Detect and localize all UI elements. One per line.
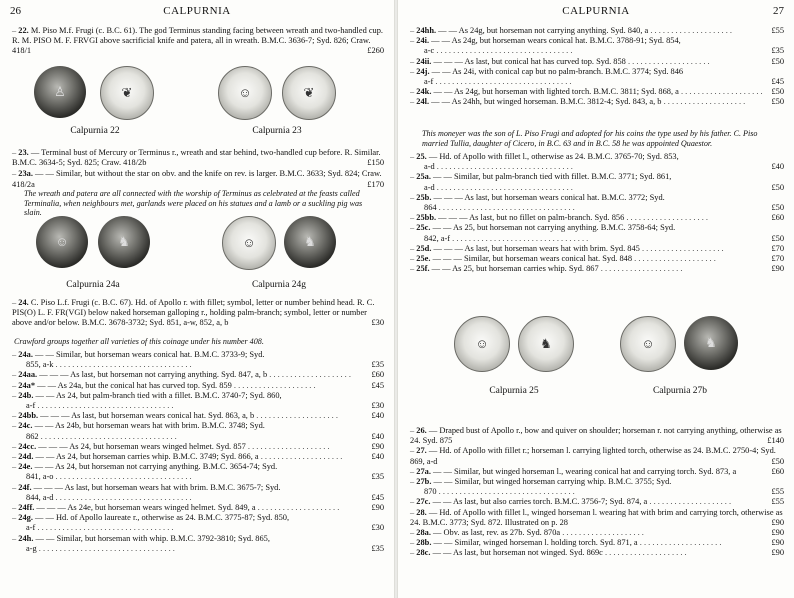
entry-description: — — As 24, but horseman not carrying anything. B.M.C. 3654-74; Syd. — [34, 462, 278, 472]
leader-dots: . . . . . . . . . . . . . . . . . . . . — [267, 370, 351, 380]
page-number: 27 — [773, 5, 784, 17]
entry-dash: – — [410, 152, 417, 161]
entry-price: £35 — [371, 543, 384, 553]
leader-dots: . . . . . . . . . . . . . . . . . . . . . . . . . . . . . . . . . — [36, 543, 175, 553]
catalogue-entry — [12, 391, 384, 411]
entry-dash: – — [410, 264, 417, 274]
leader-dots: . . . . . . . . . . . . . . . . . . . . — [661, 97, 746, 107]
coin-obverse-image — [454, 316, 510, 372]
coin-caption: Calpurnia 23 — [252, 126, 302, 136]
entry-dash: – — [410, 446, 417, 456]
catalogue-entry — [410, 87, 784, 97]
entry-subrefs: a-g — [26, 543, 37, 553]
entry-description: — — As 24, but palm-branch tied with a fillet. B.M.C. 3740-7; Syd. 860, — [35, 390, 282, 400]
running-title: CALPURNIA — [163, 5, 231, 17]
entry-dash: – — [12, 411, 19, 421]
entry-number: 24hh. — [416, 26, 437, 35]
entry-dash: – — [12, 390, 19, 400]
horseman-icon: ♞ — [304, 234, 316, 249]
entry-number: 25. — [416, 152, 427, 161]
entry-description: — — As last, but horseman not winged. Syd. 869c — [432, 548, 603, 558]
entries-25-25f — [410, 152, 784, 274]
figure-icon: ♙ — [54, 84, 66, 99]
entry-number: 27a. — [416, 466, 431, 476]
entry-description: — — — As last, but horseman wears hat with brim. Syd. 845 — [433, 243, 640, 253]
entry-price: £70 — [771, 254, 784, 264]
editorial-note: This moneyer was the son of L. Piso Frugi and adopted for his coins the type used by his father. C. Piso married Tullia, daughter of Cicero, in B.C. 63 and in B.C. 58 he was appointed Quaestor. — [422, 129, 758, 148]
entry-dash: – — [12, 370, 19, 380]
leader-dots: . . . . . . . . . . . . . . . . . . . . — [637, 538, 722, 548]
apollo-head-icon: ☺ — [55, 234, 69, 249]
entry-description: — — — As last, but horseman wears conical hat. Syd. 863, a, b — [40, 411, 255, 421]
leader-dots: . . . . . . . . . . . . . . . . . . . . — [245, 441, 330, 451]
catalogue-entry — [410, 193, 784, 213]
leader-dots: . . . . . . . . . . . . . . . . . . . . . . . . . . . . . . . . . — [450, 233, 589, 243]
entry-price: £90 — [371, 441, 384, 451]
entry-number: 24j. — [416, 66, 430, 76]
wreath-icon: ❦ — [121, 85, 133, 100]
entry-number: 24h. — [18, 533, 34, 543]
entry-number: 24. — [18, 298, 29, 307]
catalogue-entry — [410, 508, 784, 528]
entry-price: £55 — [771, 26, 784, 35]
entry-subrefs: 841, a-o — [26, 472, 54, 482]
coin-plate-25-27b — [398, 312, 794, 404]
entry-price: £55 — [771, 497, 784, 507]
catalogue-entry — [12, 350, 384, 370]
entry-24 — [12, 298, 384, 354]
apollo-head-icon: ☺ — [242, 235, 256, 250]
entry-price: £90 — [771, 528, 784, 538]
entry-dash: – — [410, 66, 417, 76]
entry-description: — — As 24a, but the conical hat has curved top. Syd. 859 — [37, 380, 232, 390]
catalogue-entry — [410, 467, 784, 477]
entry-description: — — As last, but also carries torch. B.M.C. 3756-7; Syd. 874, a — [432, 497, 648, 507]
entry-subrefs: 864 — [424, 203, 437, 213]
entry-description: — — Similar, winged horseman l. holding torch. Syd. 871, a — [433, 538, 638, 548]
entry-price: £50 — [771, 56, 784, 66]
leader-dots: . . . . . . . . . . . . . . . . . . . . . . . . . . . . . . . . . — [433, 77, 572, 87]
coin-obverse-image — [218, 66, 272, 120]
entry-number: 28b. — [416, 538, 432, 548]
leader-dots: . . . . . . . . . . . . . . . . . . . . — [648, 26, 732, 35]
coin-caption: Calpurnia 22 — [70, 126, 120, 136]
horseman-icon: ♞ — [540, 336, 552, 351]
coin-caption: Calpurnia 24g — [251, 280, 307, 290]
entry-subrefs: a-d — [424, 182, 435, 192]
coin-obverse-image — [222, 216, 276, 270]
entry-number: 24f. — [18, 482, 32, 492]
entry-description: — — As 24hh, but winged horseman. B.M.C. 3812-4; Syd. 843, a, b — [431, 97, 662, 107]
coin-caption: Calpurnia 24a — [66, 280, 120, 290]
catalogue-entry — [12, 298, 384, 329]
entry-price: £60 — [771, 466, 784, 476]
catalogue-entry — [410, 36, 784, 56]
entry-description: — — — As last, but conical hat has curved top. Syd. 858 — [433, 56, 626, 66]
entry-price: £35 — [771, 46, 784, 56]
entry-price: £45 — [371, 380, 384, 390]
entry-number: 24e. — [18, 462, 33, 472]
entry-dash: – — [12, 482, 19, 492]
entry-dash: – — [410, 497, 417, 507]
leader-dots: . . . . . . . . . . . . . . . . . . . . . . . . . . . . . . . . . — [38, 431, 177, 441]
entry-description: — — Hd. of Apollo laureate r., otherwise as 24. B.M.C. 3775-87; Syd. 850, — [35, 513, 290, 523]
entry-subrefs: 855, a-k — [26, 360, 54, 370]
coin-reverse-image — [100, 66, 154, 120]
running-head-right — [408, 5, 784, 19]
leader-dots: . . . . . . . . . . . . . . . . . . . . . . . . . . . . . . . . . — [35, 401, 174, 411]
entry-dash: – — [410, 426, 417, 435]
entry-number: 25b. — [416, 192, 432, 202]
entry-dash: – — [410, 507, 417, 517]
editorial-note: The wreath and patera are all connected with the worship of Terminus as celebrated at the feasts called Terminalia, when neighbours met, garlands were placed on his statues and a lamb or a suckling pig was slain. — [24, 189, 363, 218]
entry-dash: – — [410, 538, 417, 548]
coin-obverse-image — [34, 66, 86, 118]
leader-dots: . . . . . . . . . . . . . . . . . . . . — [624, 213, 709, 223]
leader-dots: . . . . . . . . . . . . . . . . . . . . — [255, 503, 340, 513]
entry-price: £50 — [771, 203, 784, 213]
entry-price: £40 — [371, 411, 384, 421]
entry-description: — — — As last, but no fillet on palm-branch. Syd. 856 — [438, 213, 625, 223]
bust-icon: ☺ — [238, 85, 252, 100]
entry-description: — — As 24g, but horseman not carrying anything. Syd. 840, a — [438, 26, 649, 35]
catalogue-entry — [410, 97, 784, 107]
entry-description: — Hd. of Apollo with fillet l., otherwise as 24. B.M.C. 3765-70; Syd. 853, — [428, 152, 679, 161]
catalogue-entry — [410, 446, 784, 466]
entry-number: 24ii. — [416, 56, 432, 66]
entry-description: — — As 24i, with conical cap but no palm-branch. B.M.C. 3774; Syd. 846 — [431, 66, 684, 76]
entry-description: — — Similar, but winged horseman l., wearing conical hat and carrying torch. Syd. 873, a — [433, 466, 737, 476]
entry-dash: – — [12, 513, 19, 523]
leader-dots: . . . . . . . . . . . . . . . . . . . . — [231, 380, 316, 390]
entry-description: — — — As 24, but horseman wears winged helmet. Syd. 857 — [38, 441, 246, 451]
entry-price: £55 — [771, 487, 784, 497]
catalogue-entry — [410, 426, 784, 446]
catalogue-entry — [410, 548, 784, 558]
catalogue-entry — [12, 421, 384, 441]
catalogue-entry — [410, 497, 784, 507]
entry-price: £90 — [371, 503, 384, 513]
leader-dots: . . . . . . . . . . . . . . . . . . . . . . . . . . . . . . . . . — [436, 487, 575, 497]
entry-price: £170 — [367, 179, 384, 189]
catalogue-entry — [410, 223, 784, 243]
entry-number: 24cc. — [18, 441, 37, 451]
apollo-head-icon: ☺ — [475, 336, 489, 351]
entry-price: £50 — [771, 87, 784, 97]
entry-description: — — Similar, but horseman with whip. B.M.C. 3792-3810; Syd. 865, — [35, 533, 270, 543]
leader-dots: . . . . . . . . . . . . . . . . . . . . — [560, 528, 644, 538]
left-page — [0, 0, 394, 598]
entry-number: 24a. — [18, 350, 33, 359]
entry-number: 27. — [416, 446, 427, 456]
entry-price: £50 — [771, 97, 784, 107]
entry-price: £90 — [771, 548, 784, 558]
catalogue-entry — [12, 483, 384, 503]
winged-horseman-icon: ♞ — [705, 335, 717, 350]
leader-dots: . . . . . . . . . . . . . . . . . . . . . . . . . . . . . . . . . — [53, 492, 192, 502]
entry-dash: – — [410, 192, 417, 202]
catalogue-entry — [12, 370, 384, 380]
entry-description: M. Piso M.f. Frugi (c. B.C. 61). The god Terminus standing facing between wreath and two-handled cup. R. M. PISO M. F. FRVGI above sacrificial knife and patera, all in wreath. B.M.C. 3636-7; Syd. 826; Craw. 418/1 — [12, 26, 384, 56]
entry-dash: – — [410, 477, 417, 487]
catalogue-entry — [12, 148, 384, 168]
entry-subrefs: 844, a-d — [26, 492, 54, 502]
entry-subrefs: a-d — [424, 162, 435, 172]
entry-dash: – — [410, 223, 417, 233]
entry-dash: – — [12, 503, 19, 513]
entry-subrefs: a-f — [26, 401, 36, 411]
entry-number: 28c. — [416, 548, 431, 558]
running-title: CALPURNIA — [562, 5, 630, 17]
entry-number: 27b. — [416, 477, 432, 487]
entry-dash: – — [12, 441, 19, 451]
entry-dash: – — [410, 254, 417, 264]
entry-number: 25f. — [416, 264, 430, 274]
leader-dots: . . . . . . . . . . . . . . . . . . . . . . . . . . . . . . . . . — [434, 162, 573, 172]
entry-number: 23a. — [18, 169, 33, 179]
entry-dash: – — [12, 298, 19, 307]
coin-plate-22-23 — [0, 64, 394, 144]
entry-number: 24c. — [18, 421, 33, 431]
catalogue-entry — [410, 213, 784, 223]
catalogue-entry — [12, 26, 384, 57]
leader-dots: . . . . . . . . . . . . . . . . . . . . . . . . . . . . . . . . . — [53, 360, 192, 370]
leader-dots: . . . . . . . . . . . . . . . . . . . . — [598, 264, 683, 274]
catalogue-entry — [12, 411, 384, 421]
entry-price: £60 — [771, 213, 784, 223]
entry-number: 24g. — [18, 513, 33, 523]
entry-price: £30 — [371, 318, 384, 328]
entry-number: 28. — [416, 507, 427, 517]
entry-number: 24i. — [416, 36, 430, 46]
leader-dots: . . . . . . . . . . . . . . . . . . . . — [258, 452, 343, 462]
leader-dots: . . . . . . . . . . . . . . . . . . . . — [602, 548, 687, 558]
catalogue-entry — [12, 462, 384, 482]
running-head-left — [10, 5, 384, 19]
leader-dots: . . . . . . . . . . . . . . . . . . . . — [632, 254, 716, 264]
entry-description: — — — As last, but horseman wears hat with brim. B.M.C. 3675-7; Syd. — [33, 482, 281, 492]
entry-number: 27c. — [416, 497, 431, 507]
entry-dash: – — [12, 421, 19, 431]
coin-reverse-image — [518, 316, 574, 372]
catalogue-entry — [410, 152, 784, 172]
catalogue-entry — [410, 57, 784, 67]
page-number: 26 — [10, 5, 21, 17]
entry-number: 24ff. — [18, 503, 35, 513]
entry-description: — — As 24g, but horseman wears conical hat. B.M.C. 3788-91; Syd. 854, — [431, 36, 681, 46]
entry-description: — — — As 24e, but horseman wears winged helmet. Syd. 849, a — [36, 503, 256, 513]
entry-number: 25bb. — [416, 213, 437, 223]
entry-description: — — Similar, but without the star on obv. and the knife on rev. is larger. B.M.C. 3633; Syd. 824; Craw. 418/2a — [12, 169, 382, 189]
entry-number: 24b. — [18, 390, 34, 400]
entry-description: — Hd. of Apollo with fillet r.; horseman l. carrying lighted torch, otherwise as 24. B.M.C. 2750-4; Syd. 869, a-d — [410, 446, 776, 466]
catalogue-entry — [410, 538, 784, 548]
entry-dash: – — [12, 350, 19, 359]
coin-caption: Calpurnia 27b — [652, 386, 708, 396]
catalogue-entry — [12, 534, 384, 554]
entry-number: 24aa. — [18, 370, 38, 380]
entry-dash: – — [12, 380, 19, 390]
entry-price: £45 — [771, 77, 784, 87]
entry-price: £140 — [767, 436, 784, 446]
catalogue-entry — [410, 477, 784, 497]
entry-dash: – — [12, 148, 19, 157]
entry-subrefs: 870 — [424, 487, 437, 497]
entry-number: 24l. — [416, 97, 430, 107]
entry-price: £150 — [367, 158, 384, 168]
entry-number: 23. — [18, 148, 29, 157]
catalogue-entry — [410, 172, 784, 192]
entry-dash: – — [410, 213, 417, 223]
entry-dash: – — [410, 243, 417, 253]
entry-number: 25e. — [416, 254, 431, 264]
entry-number: 25c. — [416, 223, 431, 233]
entry-dash: – — [12, 169, 19, 179]
leader-dots: . . . . . . . . . . . . . . . . . . . . . . . . . . . . . . . . . — [434, 46, 573, 56]
entry-description: — — As 25, but horseman carries whip. Syd. 867 — [431, 264, 599, 274]
catalogue-entry — [410, 264, 784, 274]
entries-24a-24h — [12, 350, 384, 554]
entry-price: £90 — [771, 538, 784, 548]
entry-description: — Obv. as last, rev. as 27b. Syd. 870a — [433, 528, 561, 538]
catalogue-entry — [12, 503, 384, 513]
leader-dots: . . . . . . . . . . . . . . . . . . . . — [678, 87, 763, 97]
entry-dash: – — [12, 462, 19, 472]
catalogue-entry — [12, 513, 384, 533]
entry-description: — Terminal bust of Mercury or Terminus r., wreath and star behind, two-handled cup before. R. Similar. B.M.C. 3634-5; Syd. 825; Craw. 418/2b — [12, 148, 381, 168]
entry-subrefs: a-f — [26, 523, 36, 533]
entry-price: £50 — [771, 182, 784, 192]
coin-reverse-image — [284, 216, 336, 268]
entry-description: — — As 24g, but horseman with lighted torch. B.M.C. 3811; Syd. 868, a — [433, 87, 679, 97]
entries-26-28c — [410, 426, 784, 559]
entry-dash: – — [410, 87, 417, 97]
catalogue-entry — [410, 254, 784, 264]
entry-description: — — As 25, but horseman not carrying anything. B.M.C. 3758-64; Syd. — [432, 223, 676, 233]
entry-dash: – — [12, 26, 19, 35]
leader-dots: . . . . . . . . . . . . . . . . . . . . . . . . . . . . . . . . . — [53, 472, 192, 482]
entry-dash: – — [410, 548, 417, 558]
entry-number: 26. — [416, 426, 427, 435]
entry-price: £60 — [371, 370, 384, 380]
entry-description: — — As 24b, but horseman wears hat with brim. B.M.C. 3748; Syd. — [34, 421, 265, 431]
entry-subrefs: a-c — [424, 46, 435, 56]
coin-plate-24 — [0, 214, 394, 296]
coin-reverse-image — [684, 316, 738, 370]
entry-number: 25d. — [416, 243, 432, 253]
catalogue-entry — [12, 442, 384, 452]
coin-caption: Calpurnia 25 — [489, 386, 539, 396]
coin-obverse-image — [36, 216, 88, 268]
coin-obverse-image — [620, 316, 676, 372]
catalogue-entry — [12, 381, 384, 391]
entry-dash: – — [12, 533, 19, 543]
entry-number: 24d. — [18, 452, 34, 462]
entry-price: £35 — [371, 472, 384, 482]
editorial-note: Crawford groups together all varieties of this coinage under his number 408. — [14, 336, 264, 346]
entry-dash: – — [410, 36, 417, 46]
horseman-icon: ♞ — [118, 234, 130, 249]
entry-description: — Draped bust of Apollo r., bow and quiver on shoulder; horseman r. not carrying anything, otherwise as 24. Syd. 875 — [410, 426, 782, 446]
catalogue-entry — [410, 67, 784, 87]
entry-subrefs: a-f — [424, 77, 434, 87]
leader-dots: . . . . . . . . . . . . . . . . . . . . . . . . . . . . . . . . . — [35, 523, 174, 533]
entry-price: £40 — [771, 162, 784, 172]
entry-price: £90 — [771, 517, 784, 527]
entry-price: £45 — [371, 492, 384, 502]
entry-price: £40 — [371, 452, 384, 462]
entry-number: 24bb. — [18, 411, 39, 421]
entries-24hh-24l — [410, 26, 784, 108]
entry-number: 22. — [18, 26, 29, 35]
entry-dash: – — [410, 172, 417, 182]
entry-price: £30 — [371, 401, 384, 411]
entry-description: — — Similar, but horseman wears conical hat. B.M.C. 3733-9; Syd. — [35, 350, 265, 359]
entry-dash: – — [410, 97, 417, 107]
entry-description: — — — Similar, but horseman wears conical hat. Syd. 848 — [432, 254, 633, 264]
catalogue-entry — [410, 244, 784, 254]
coin-reverse-image — [98, 216, 150, 268]
leader-dots: . . . . . . . . . . . . . . . . . . . . — [639, 243, 724, 253]
entry-description: — Hd. of Apollo with fillet l., winged horseman l. wearing hat with brim and carrying torch, otherwise as 24. B.M.C. 3773; Syd. 872. Illustrated on p. 28 — [410, 507, 783, 527]
entry-description: — — — As last, but horseman not carrying anything. Syd. 847, a, b — [39, 370, 268, 380]
leader-dots: . . . . . . . . . . . . . . . . . . . . — [625, 56, 710, 66]
entry-price: £30 — [371, 523, 384, 533]
entry-number: 25a. — [416, 172, 431, 182]
entry-price: £90 — [771, 264, 784, 274]
catalogue-entry — [410, 528, 784, 538]
entry-dash: – — [12, 452, 19, 462]
catalogue-entry — [410, 26, 784, 36]
coin-reverse-image — [282, 66, 336, 120]
entry-price: £35 — [371, 360, 384, 370]
entry-subrefs: 842, a-f — [424, 233, 451, 243]
entry-price: £40 — [371, 431, 384, 441]
entry-number: 28a. — [416, 528, 431, 538]
wreath-icon: ❦ — [303, 85, 315, 100]
entry-price: £50 — [771, 233, 784, 243]
entry-description: — — — As last, but horseman wears conical hat. B.M.C. 3772; Syd. — [433, 192, 665, 202]
leader-dots: . . . . . . . . . . . . . . . . . . . . — [254, 411, 338, 421]
entry-dash: – — [410, 528, 417, 538]
entry-description: — — Similar, but palm-branch tied with fillet. B.M.C. 3771; Syd. 861, — [433, 172, 672, 182]
leader-dots: . . . . . . . . . . . . . . . . . . . . . . . . . . . . . . . . . — [434, 182, 573, 192]
entry-description: C. Piso L.f. Frugi (c. B.C. 67). Hd. of Apollo r. with fillet; symbol, letter or number behind head. R. C. PIS(O) L. F. FR(VGI) below naked horseman galloping r., holding palm-branch; symbol, letter or number above and/or below. B.M.C. 3678-3732; Syd. 851, a-w, 852, a, b — [12, 298, 375, 328]
entry-number: 24a* — [18, 380, 36, 390]
catalogue-entry — [12, 452, 384, 462]
entry-dash: – — [410, 26, 417, 35]
leader-dots: . . . . . . . . . . . . . . . . . . . . . . . . . . . . . . . . . — [436, 203, 575, 213]
entry-dash: – — [410, 56, 417, 66]
entry-subrefs: 862 — [26, 431, 39, 441]
entry-number: 24k. — [416, 87, 432, 97]
entry-price: £50 — [771, 456, 784, 466]
entry-dash: – — [410, 466, 417, 476]
entry-description: — — As 24, but horseman carries whip. B.M.C. 3749; Syd. 866, a — [35, 452, 259, 462]
entry-price: £70 — [771, 243, 784, 253]
apollo-head-icon: ☺ — [641, 336, 655, 351]
entry-price: £260 — [367, 46, 384, 56]
entry-description: — — Similar, but winged horseman carrying whip. B.M.C. 3755; Syd. — [433, 477, 672, 487]
right-page — [398, 0, 794, 598]
entries-22 — [12, 26, 384, 58]
leader-dots: . . . . . . . . . . . . . . . . . . . . — [647, 497, 732, 507]
